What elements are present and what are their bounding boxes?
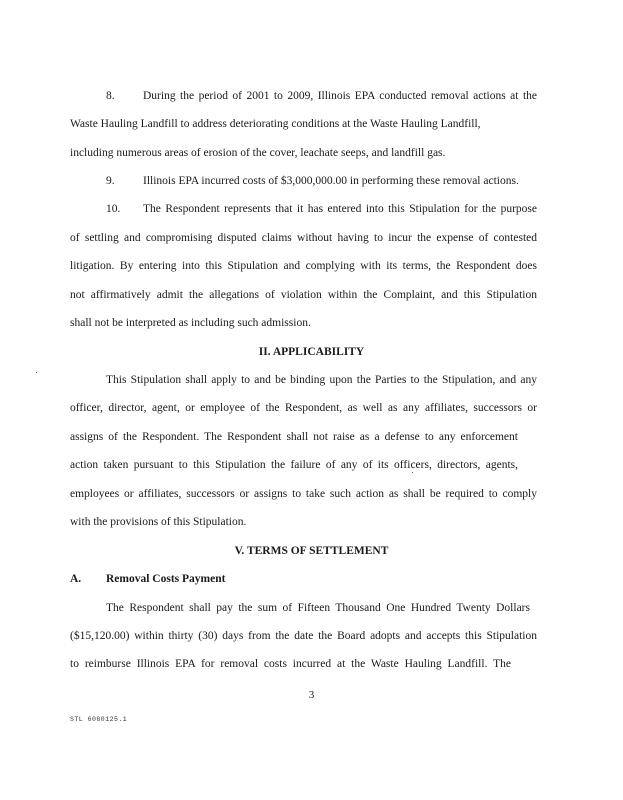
terms-line-1: The Respondent shall pay the sum of Fifteen Thousand One Hundred Twenty Dollars: [106, 602, 530, 614]
applicability-line-5: employees or affiliates, successors or assigns to take such action as shall be required to comply: [70, 488, 537, 500]
para8-line-1: During the period of 2001 to 2009, Illinois EPA conducted removal actions at the: [143, 90, 537, 102]
para8-number: 8.: [106, 90, 115, 102]
subsection-a-title: Removal Costs Payment: [106, 573, 226, 585]
para10-number: 10.: [106, 203, 121, 215]
para10-line-1: The Respondent represents that it has entered into this Stipulation for the purpose: [143, 203, 537, 215]
para9-text: Illinois EPA incurred costs of $3,000,000.00 in performing these removal actions.: [143, 175, 519, 187]
para10-line-3: litigation. By entering into this Stipulation and complying with its terms, the Respondent does: [70, 260, 537, 272]
scan-speck: [412, 472, 413, 473]
applicability-line-1: This Stipulation shall apply to and be binding upon the Parties to the Stipulation, and any: [106, 374, 537, 386]
applicability-line-4: action taken pursuant to this Stipulation the failure of any of its officers, directors, agents,: [70, 459, 518, 471]
terms-line-2: ($15,120.00) within thirty (30) days from the date the Board adopts and accepts this Stipulation: [70, 630, 537, 642]
para8-line-3: including numerous areas of erosion of the cover, leachate seeps, and landfill gas.: [70, 147, 446, 159]
applicability-line-6: with the provisions of this Stipulation.: [70, 516, 247, 528]
applicability-line-3: assigns of the Respondent. The Respondent shall not raise as a defense to any enforcement: [70, 431, 518, 443]
section-applicability-heading: II. APPLICABILITY: [258, 346, 365, 358]
page-number: 3: [308, 689, 315, 701]
para10-line-5: shall not be interpreted as including such admission.: [70, 317, 311, 329]
para10-line-4: not affirmatively admit the allegations of violation within the Complaint, and this Stipulation: [70, 289, 537, 301]
document-footer-code: STL 6080125.1: [70, 716, 128, 723]
scan-speck: [36, 372, 37, 373]
applicability-line-2: officer, director, agent, or employee of the Respondent, as well as any affiliates, successors or: [70, 402, 537, 414]
para10-line-2: of settling and compromising disputed claims without having to incur the expense of contested: [70, 232, 537, 244]
para8-line-2: Waste Hauling Landfill to address deteriorating conditions at the Waste Hauling Landfill,: [70, 118, 481, 130]
para9-number: 9.: [106, 175, 115, 187]
subsection-a-label: A.: [70, 573, 82, 585]
section-terms-heading: V. TERMS OF SETTLEMENT: [234, 545, 389, 557]
terms-line-3: to reimburse Illinois EPA for removal costs incurred at the Waste Hauling Landfill. The: [70, 658, 511, 670]
